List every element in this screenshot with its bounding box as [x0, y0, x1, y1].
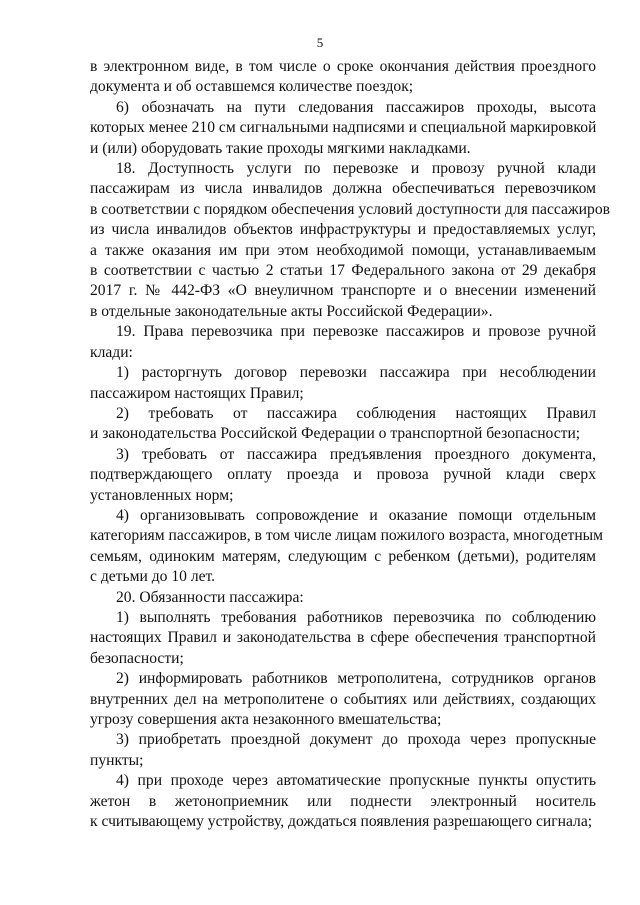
text-line: и (или) оборудовать такие проходы мягкими накладками.: [90, 139, 471, 157]
text-line: а также оказания им при этом необходимой помощи, устанавливаемым: [90, 241, 596, 259]
text-line: 4) организовывать сопровождение и оказание помощи отдельным: [116, 506, 596, 524]
paragraph: [90, 608, 596, 669]
text-line: 3) требовать от пассажира предъявления проездного документа,: [116, 445, 596, 463]
paragraph: [90, 506, 604, 588]
text-line: в электронном виде, в том числе о сроке окончания действия проездного: [90, 58, 596, 75]
paragraph: [90, 322, 596, 363]
paragraph: [90, 404, 596, 445]
text-line: 2) требовать от пассажира соблюдения настоящих Правил: [116, 404, 596, 422]
text-line: семьям, одиноким матерям, следующим с ребенком (детьми), родителям: [90, 547, 596, 565]
text-line: и законодательства Российской Федерации о транспортной безопасности;: [90, 425, 581, 443]
text-line: клади:: [90, 343, 133, 361]
text-line: 20. Обязанности пассажира:: [116, 588, 304, 606]
text-line: 3) приобретать проездной документ до прохода через пропускные: [116, 731, 596, 749]
text-line: подтверждающего оплату проезда и провоза ручной клади сверх: [90, 466, 596, 484]
text-line: 18. Доступность услуги по перевозке и провозу ручной клади: [116, 160, 596, 178]
text-line: пассажирам из числа инвалидов должна обеспечиваться перевозчиком: [90, 180, 596, 198]
paragraph: [90, 669, 596, 730]
paragraph: [90, 771, 596, 832]
text-line: настоящих Правил и законодательства в сфере обеспечения транспортной: [90, 629, 596, 647]
text-line: пункты;: [90, 751, 144, 769]
text-line: в отдельные законодательные акты Российской Федерации».: [90, 302, 493, 320]
text-line: 4) при проходе через автоматические пропускные пункты опустить: [116, 772, 596, 790]
text-line: 1) выполнять требования работников перевозчика по соблюдению: [116, 608, 596, 626]
text-line: 1) расторгнуть договор перевозки пассажира при несоблюдении: [116, 364, 596, 382]
text-line: угрозу совершения акта незаконного вмешательства;: [90, 711, 442, 728]
text-line: к считывающему устройству, дождаться появления разрешающего сигнала;: [90, 813, 593, 831]
text-line: которых менее 210 см сигнальными надписями и специальной маркировкой: [90, 119, 597, 137]
text-line: 6) обозначать на пути следования пассажиров проходы, высота: [116, 98, 596, 116]
text-line: установленных норм;: [90, 486, 234, 504]
text-line: в соответствии с частью 2 статьи 17 Федерального закона от 29 декабря: [90, 262, 596, 280]
text-line: документа и об оставшемся количестве поездок;: [90, 78, 414, 96]
text-line: жетон в жетоноприемник или поднести электронный носитель: [90, 792, 596, 810]
text-line: 19. Права перевозчика при перевозке пассажиров и провозе ручной: [116, 323, 596, 341]
paragraph: [90, 363, 596, 404]
paragraph: [90, 57, 596, 98]
paragraph: [90, 730, 596, 771]
page-number: 5: [316, 35, 324, 50]
text-line: безопасности;: [90, 649, 184, 667]
text-line: категориям пассажиров, в том числе лицам пожилого возраста, многодетным: [90, 527, 604, 545]
document-body: [90, 57, 610, 832]
text-line: из числа инвалидов объектов инфраструктуры и предоставляемых услуг,: [90, 221, 596, 239]
text-line: 2017 г. № 442-ФЗ «О внеуличном транспорте и о внесении изменений: [90, 282, 596, 300]
text-line: 2) информировать работников метрополитена, сотрудников органов: [116, 670, 596, 688]
text-line: внутренних дел на метрополитене о событиях или действиях, создающих: [90, 690, 596, 708]
text-line: с детьми до 10 лет.: [90, 568, 216, 586]
text-line: в соответствии с порядком обеспечения условий доступности для пассажиров: [90, 200, 610, 218]
paragraph: [90, 445, 596, 506]
text-line: пассажиром настоящих Правил;: [90, 384, 304, 402]
paragraph: [90, 98, 596, 159]
paragraph: [90, 159, 610, 322]
paragraph: [90, 588, 596, 608]
